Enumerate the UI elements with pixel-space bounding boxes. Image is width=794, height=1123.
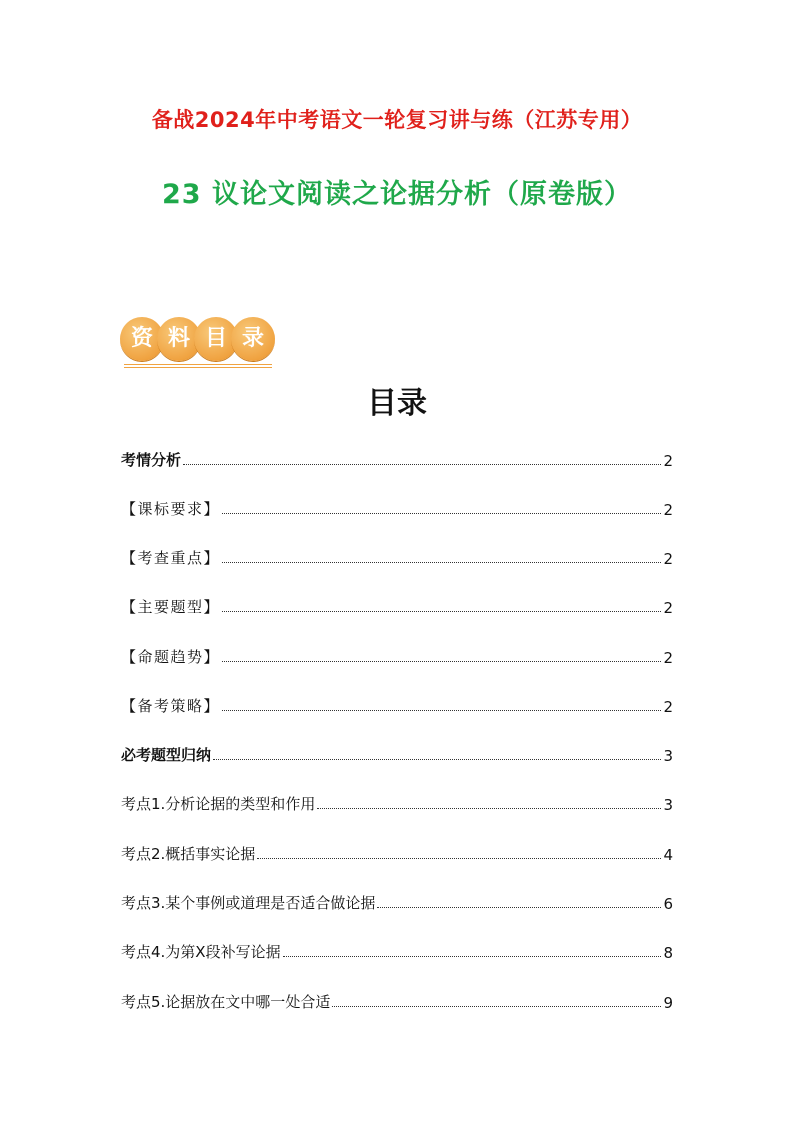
toc-entry-label: 考点5.论据放在文中哪一处合适 — [121, 993, 331, 1011]
badge-char: 录 — [231, 317, 275, 361]
toc-entry-label: 考点4.为第X段补写论据 — [121, 943, 281, 961]
toc-entry-page: 2 — [663, 452, 673, 470]
toc-entry-label: 考情分析 — [121, 451, 182, 469]
badge-underline — [124, 364, 272, 368]
toc-entry-page: 9 — [663, 994, 673, 1012]
toc-entry-page: 2 — [663, 698, 673, 716]
toc-entry-label: 考点2.概括事实论据 — [121, 845, 256, 863]
toc-leader-dots — [257, 857, 661, 859]
toc-entry-label: 【命题趋势】 — [121, 648, 221, 666]
toc-leader-dots — [222, 610, 661, 612]
toc-entry[interactable] — [121, 940, 673, 962]
toc-leader-dots — [222, 561, 661, 563]
toc-entry-page: 3 — [663, 747, 673, 765]
toc-leader-dots — [222, 660, 661, 662]
toc-leader-dots — [183, 463, 661, 465]
toc-heading: 目录 — [367, 386, 427, 421]
toc-entry[interactable] — [121, 448, 673, 470]
toc-entry[interactable] — [121, 842, 673, 864]
toc-entry-label: 【考查重点】 — [121, 549, 221, 567]
toc-entry[interactable] — [121, 990, 673, 1012]
toc-entry[interactable] — [121, 743, 673, 765]
toc-entry[interactable] — [121, 645, 673, 667]
toc-entry[interactable] — [121, 497, 673, 519]
toc-entry-label: 【主要题型】 — [121, 598, 221, 616]
toc-leader-dots — [222, 512, 661, 514]
toc-entry-page: 3 — [663, 796, 673, 814]
badge-char: 目 — [194, 317, 238, 361]
toc-entry[interactable] — [121, 891, 673, 913]
toc-entry-page: 4 — [663, 846, 673, 864]
toc-leader-dots — [332, 1005, 661, 1007]
toc-entry-page: 2 — [663, 649, 673, 667]
toc-leader-dots — [317, 807, 661, 809]
toc-entry-page: 2 — [663, 501, 673, 519]
toc-leader-dots — [213, 758, 661, 760]
badge-char: 料 — [157, 317, 201, 361]
toc-entry[interactable] — [121, 694, 673, 716]
toc-entry[interactable] — [121, 595, 673, 617]
toc-entry-page: 6 — [663, 895, 673, 913]
toc-entry-page: 8 — [663, 944, 673, 962]
toc-entry[interactable] — [121, 546, 673, 568]
toc-entry-label: 考点3.某个事例或道理是否适合做论据 — [121, 894, 376, 912]
toc-entry-label: 【备考策略】 — [121, 697, 221, 715]
toc-entry-page: 2 — [663, 550, 673, 568]
toc-leader-dots — [377, 906, 661, 908]
badge-char: 资 — [120, 317, 164, 361]
toc-entry[interactable] — [121, 792, 673, 814]
toc-leader-dots — [283, 955, 662, 957]
toc-entry-label: 必考题型归纳 — [121, 746, 212, 764]
materials-contents-badge — [120, 315, 276, 367]
toc-entry-page: 2 — [663, 599, 673, 617]
document-title: 备战2024年中考语文一轮复习讲与练（江苏专用） — [151, 108, 643, 132]
document-subtitle: 23 议论文阅读之论据分析（原卷版） — [162, 179, 632, 210]
toc-leader-dots — [222, 709, 661, 711]
toc-entry-label: 【课标要求】 — [121, 500, 221, 518]
toc-entry-label: 考点1.分析论据的类型和作用 — [121, 795, 316, 813]
